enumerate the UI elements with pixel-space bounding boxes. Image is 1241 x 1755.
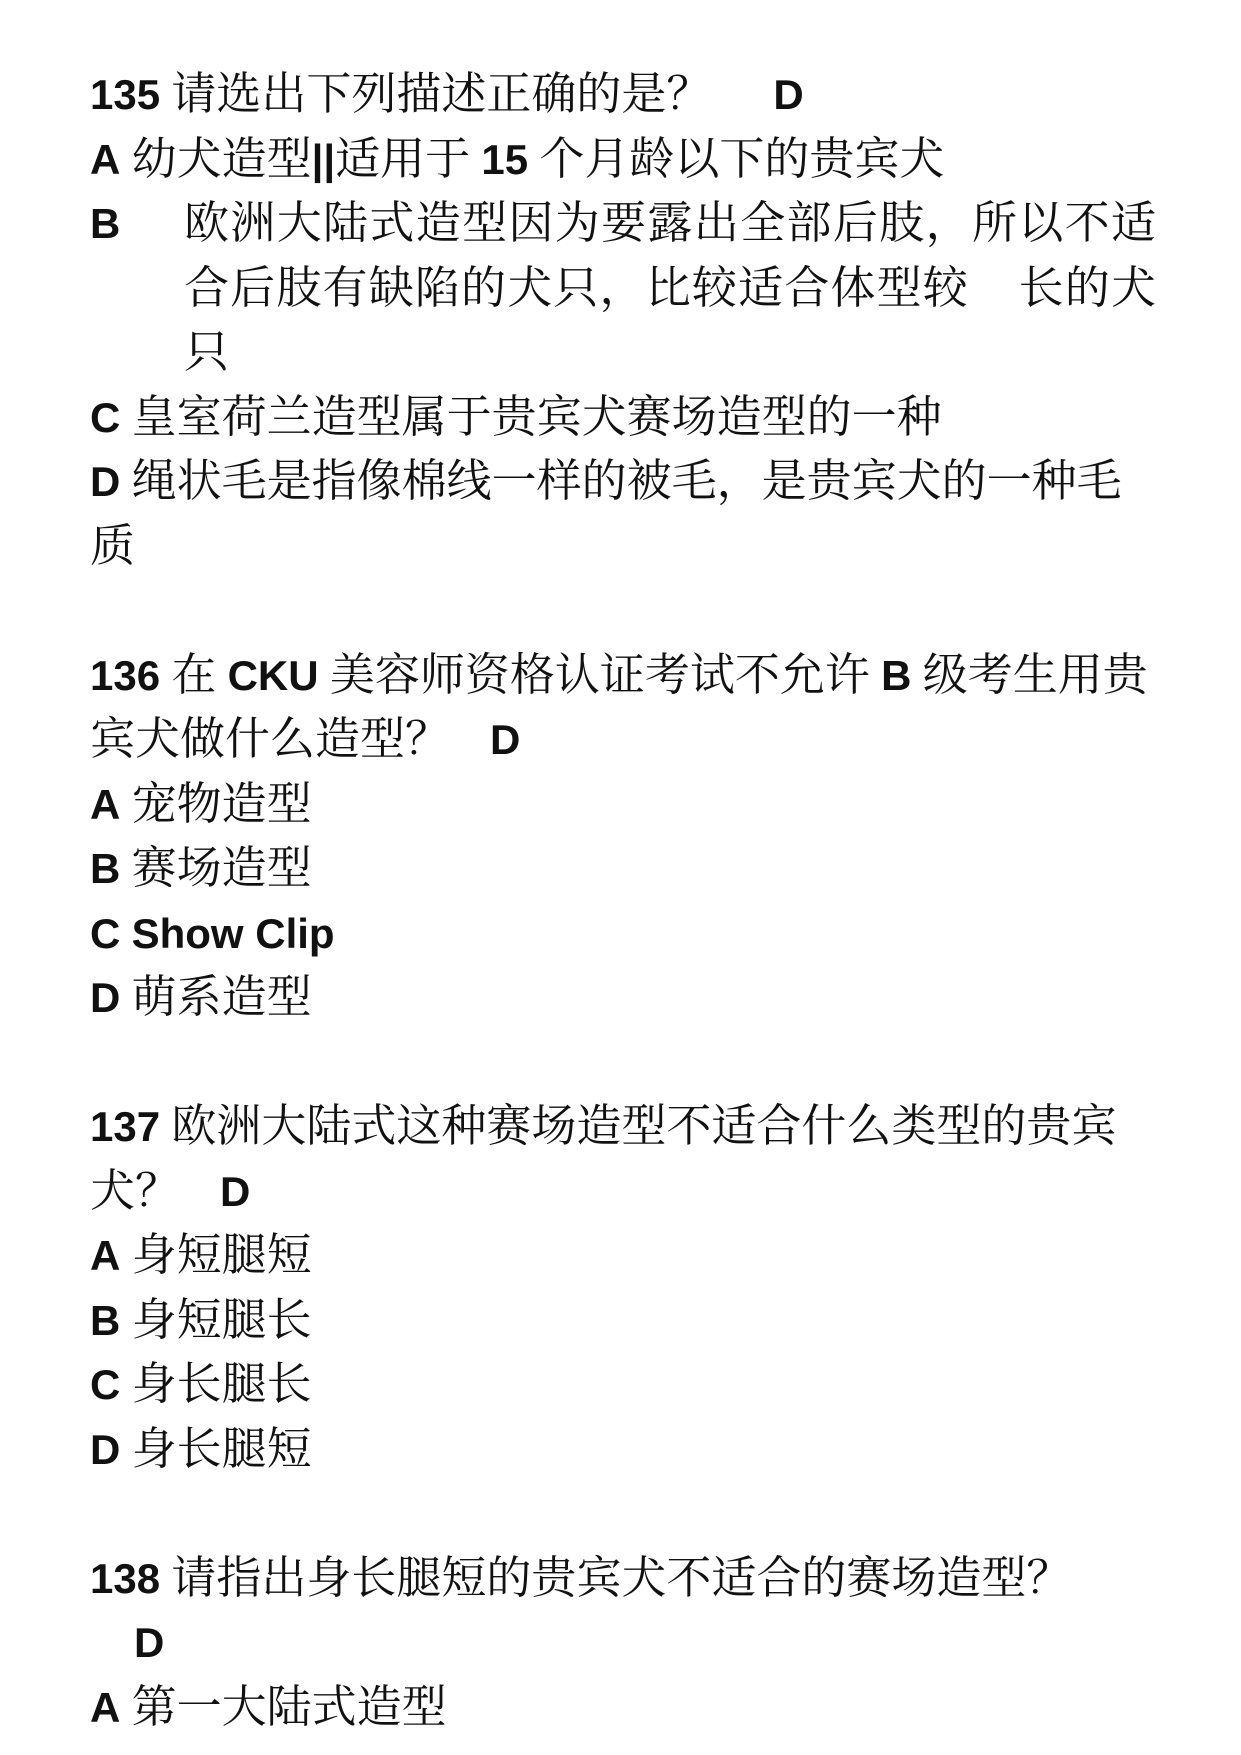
option-letter: C	[90, 1361, 121, 1408]
question-text: 欧洲大陆式这种赛场造型不适合什么类型的贵宾犬？	[90, 1101, 1117, 1216]
option-b	[90, 836, 1156, 901]
option-b	[90, 1288, 1156, 1353]
answer-key: D	[490, 716, 521, 763]
option-letter: A	[90, 135, 121, 183]
option-a	[90, 1223, 1156, 1288]
option-letter: D	[90, 1425, 121, 1473]
question-stem	[90, 62, 1156, 127]
option-text: 皇室荷兰造型属于贵宾犬赛场造型的一种	[131, 391, 942, 442]
question-number: 138	[90, 1554, 161, 1602]
option-letter: B	[90, 845, 121, 892]
question-number: 135	[90, 71, 161, 118]
latin-text-run: ||	[311, 135, 336, 183]
option-letter: A	[90, 780, 121, 828]
latin-text-run: 15	[481, 135, 529, 183]
answer-key: D	[220, 1167, 251, 1215]
option-text: 赛场造型	[131, 843, 312, 893]
option-text: 身短腿长	[131, 1294, 312, 1345]
latin-text-run: Show Clip	[131, 909, 335, 957]
option-letter: C	[90, 393, 121, 441]
option-text: 幼犬造型||适用于 15 个月龄以下的贵宾犬	[131, 133, 945, 184]
question-text: 请指出身长腿短的贵宾犬不适合的赛场造型？	[171, 1552, 1072, 1603]
option-c	[90, 385, 1156, 450]
option-text: 宠物造型	[131, 778, 312, 829]
question-number: 137	[90, 1103, 161, 1150]
question-text: 请选出下列描述正确的是？	[171, 69, 712, 119]
option-d	[90, 449, 1156, 578]
option-letter: A	[90, 1683, 121, 1731]
option-text: 身短腿短	[131, 1230, 312, 1280]
question-135	[90, 62, 1156, 578]
option-text: 第一大陆式造型	[131, 1681, 447, 1732]
option-text: 身长腿长	[131, 1359, 312, 1409]
question-text: 在 CKU 美容师资格认证考试不允许 B 级考生用贵宾犬做什么造型？	[90, 649, 1148, 764]
option-text	[132, 908, 335, 958]
option-a	[90, 127, 1156, 192]
latin-text-run: B	[881, 651, 912, 699]
answer-key: D	[134, 1619, 165, 1666]
option-c	[90, 1352, 1156, 1417]
answer-line	[90, 1610, 1156, 1675]
option-a	[90, 772, 1156, 837]
question-stem	[90, 1546, 1156, 1611]
option-text: 身长腿短	[131, 1423, 312, 1474]
option-letter: C	[90, 909, 121, 957]
option-letter: B	[90, 1296, 121, 1344]
question-number: 136	[90, 651, 161, 699]
option-b	[90, 191, 1156, 385]
option-letter: D	[90, 458, 121, 505]
latin-text-run: CKU	[227, 651, 319, 699]
question-137	[90, 1094, 1156, 1481]
option-text: 欧洲大陆式造型因为要露出全部后肢，所以不适合后肢有缺陷的犬只，比较适合体型较 长的犬只	[184, 198, 1156, 377]
option-letter: D	[90, 974, 121, 1021]
option-c	[90, 901, 1156, 966]
option-text: 萌系造型	[131, 972, 312, 1022]
question-136	[90, 643, 1156, 1030]
option-d	[90, 965, 1156, 1030]
option-letter: A	[90, 1232, 121, 1279]
option-a	[90, 1675, 1156, 1740]
option-letter: B	[90, 200, 121, 247]
question-stem	[90, 643, 1156, 772]
option-d	[90, 1417, 1156, 1482]
answer-key: D	[773, 71, 804, 118]
option-text: 绳状毛是指像棉线一样的被毛，是贵宾犬的一种毛质	[90, 456, 1122, 571]
question-138	[90, 1546, 1156, 1740]
question-stem	[90, 1094, 1156, 1223]
